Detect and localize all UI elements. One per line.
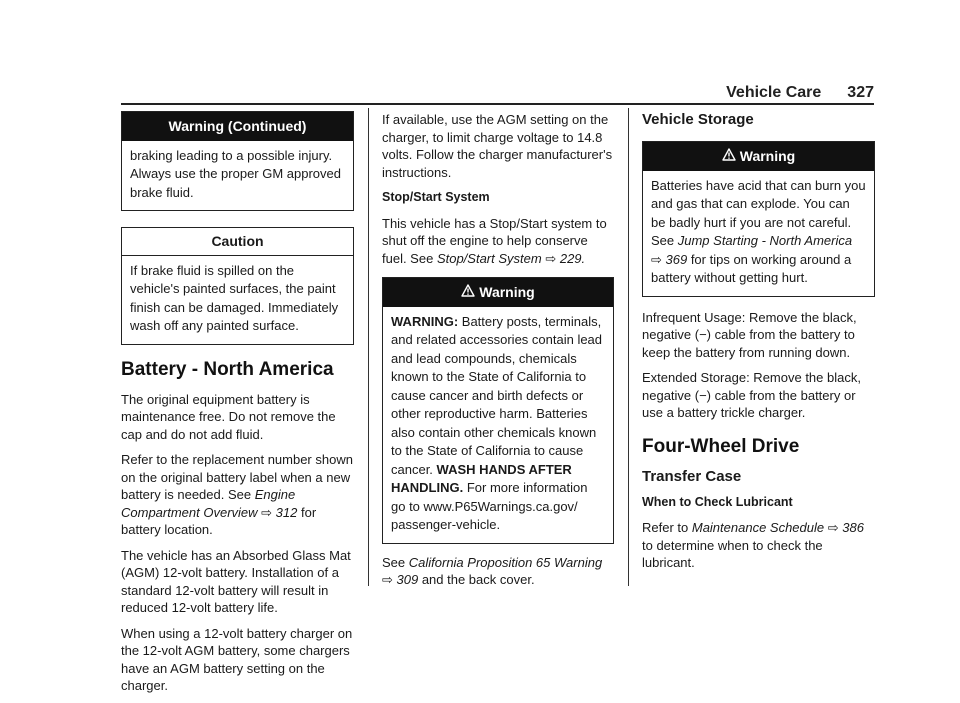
text: See — [382, 554, 409, 570]
warning-continued-box — [121, 111, 354, 211]
section-title: Vehicle Care — [726, 84, 822, 101]
header-rule — [121, 103, 874, 105]
prop65-warning-body — [383, 307, 613, 543]
lubricant-paragraph — [642, 519, 875, 572]
prop65-warning-header — [383, 278, 613, 307]
column-3 — [642, 111, 875, 580]
page-ref-312[interactable]: ⇨ 312 — [261, 504, 298, 520]
vehicle-storage-heading: Vehicle Storage — [642, 111, 754, 128]
text: Batteries have acid that can burn you and gas that can explode. You can be badly hurt if you are not careful. See — [651, 177, 866, 248]
page-ref-369[interactable]: ⇨ 369 — [651, 251, 688, 267]
caution-body: If brake fluid is spilled on the vehicle's painted surfaces, the paint finish can be damaged. Immediately wash off any painted surface. — [130, 262, 339, 333]
text: For more information go to www.P65Warnings.ca.gov/ passenger-vehicle. — [391, 480, 588, 532]
page-number: 327 — [847, 84, 874, 101]
caution-title: Caution — [122, 228, 353, 256]
storage-warning-header — [643, 142, 874, 171]
transfer-case-heading: Transfer Case — [642, 467, 742, 485]
prop65-warning-box — [382, 277, 614, 544]
column-2 — [382, 111, 614, 597]
prop65-warning-title: Warning — [479, 284, 535, 300]
jump-starting-link[interactable]: Jump Starting - North America — [677, 233, 853, 248]
battery-paragraph-1: The original equipment battery is maintenance free. Do not remove the cap and do not add fluid. — [121, 391, 336, 442]
battery-paragraph-2 — [121, 451, 354, 539]
warning-triangle-icon — [461, 284, 475, 302]
text: for tips on working around a battery without getting hurt. — [651, 251, 852, 285]
text: This vehicle has a Stop/Start system to shut off the engine to help conserve fuel. See — [382, 215, 607, 266]
warning-label: WARNING: — [391, 313, 459, 329]
column-1 — [121, 111, 354, 703]
column-divider-1 — [368, 108, 369, 586]
text: Refer to — [642, 520, 692, 535]
wash-hands-text: WASH HANDS AFTER HANDLING. — [391, 461, 572, 495]
charger-paragraph: If available, use the AGM setting on the charger, to limit charge voltage to 14.8 volts. Follow the charger manufacturer's instructions. — [382, 112, 613, 180]
column-divider-2 — [628, 108, 629, 586]
page-ref-229[interactable]: ⇨ 229. — [545, 250, 586, 266]
storage-warning-body — [643, 171, 874, 296]
text: Refer to the replacement number shown on the original battery label when a new battery is needed. See — [121, 452, 353, 502]
caution-box — [121, 227, 354, 345]
battery-paragraph-3: The vehicle has an Absorbed Glass Mat (AGM) 12-volt battery. Installation of a standard 12-volt battery will result in reduced 12-volt battery life. — [121, 547, 351, 615]
battery-paragraph-4: When using a 12-volt battery charger on the 12-volt AGM battery, some chargers have an AGM battery setting on the charger. — [121, 625, 353, 693]
text: Battery posts, terminals, and related accessories contain lead and lead compounds, chemicals known to the State of California to cause cancer and birth defects or other reproductive harm. Batteries also contain other chemicals known to the State of California to cause cancer. — [391, 313, 603, 477]
infrequent-usage-paragraph: Infrequent Usage: Remove the black, negative (−) cable from the battery to keep the battery from running down. — [642, 309, 857, 360]
stop-start-subhead: Stop/Start System — [382, 190, 490, 204]
prop65-link[interactable]: California Proposition 65 Warning — [408, 554, 603, 570]
engine-compartment-link[interactable]: Engine Compartment Overview — [121, 487, 296, 520]
text: for battery location. — [121, 504, 317, 537]
warning-continued-body: braking leading to a possible injury. Always use the proper GM approved brake fluid. — [130, 147, 341, 200]
maintenance-schedule-link[interactable]: Maintenance Schedule — [691, 520, 825, 535]
warning-triangle-icon — [722, 148, 736, 166]
lubricant-subhead: When to Check Lubricant — [642, 494, 793, 509]
page-header — [726, 84, 874, 102]
extended-storage-paragraph: Extended Storage: Remove the black, negative (−) cable from the battery or use a battery trickle charger. — [642, 370, 861, 420]
battery-heading: Battery - North America — [121, 358, 334, 380]
page-ref-309[interactable]: ⇨ 309 — [382, 572, 419, 587]
text: to determine when to check the lubricant. — [642, 537, 823, 570]
four-wheel-drive-heading: Four-Wheel Drive — [642, 435, 800, 457]
warning-continued-title: Warning (Continued) — [122, 112, 353, 141]
text: and the back cover. — [418, 572, 535, 587]
stop-start-link[interactable]: Stop/Start System — [436, 250, 542, 266]
prop65-reference — [382, 554, 614, 589]
stop-start-paragraph — [382, 215, 614, 268]
page-ref-386[interactable]: ⇨ 386 — [827, 520, 864, 535]
storage-warning-box — [642, 141, 875, 297]
storage-warning-title: Warning — [739, 148, 796, 164]
